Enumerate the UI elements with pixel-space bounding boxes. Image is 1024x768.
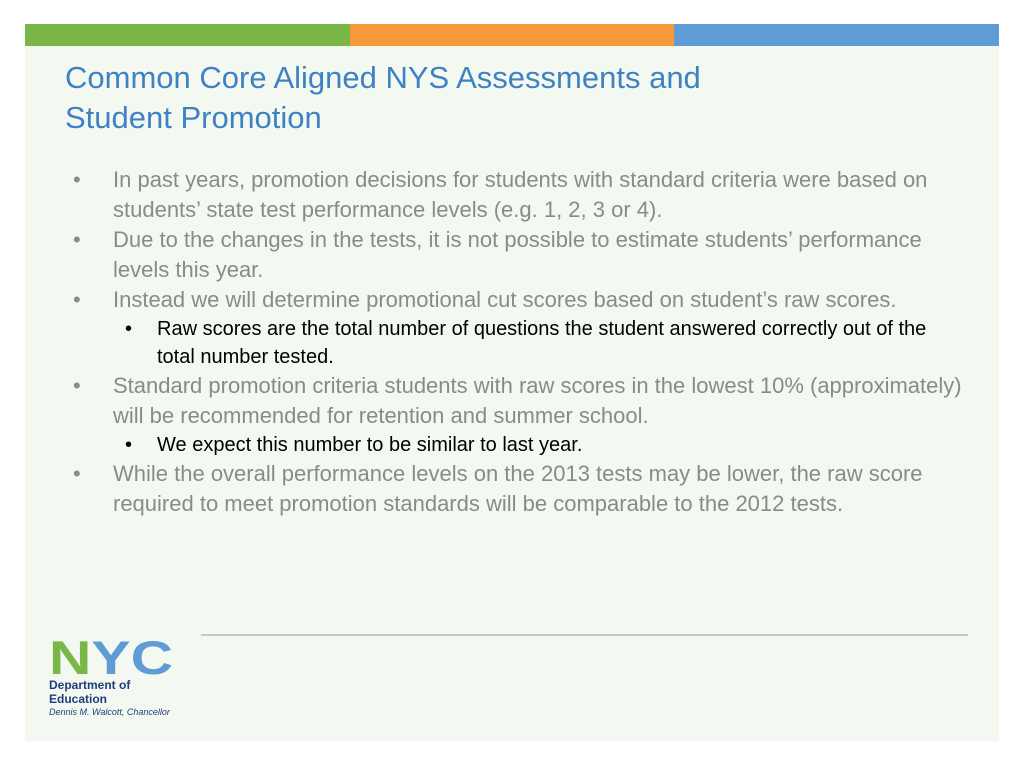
bullet-list bbox=[65, 165, 965, 519]
orange-bar bbox=[350, 24, 675, 46]
title-line-1: Common Core Aligned NYS Assessments and bbox=[65, 60, 701, 95]
logo-chancellor-text: Dennis M. Walcott, Chancellor bbox=[49, 707, 170, 717]
green-bar bbox=[25, 24, 350, 46]
nyc-doe-logo bbox=[49, 636, 189, 726]
logo-department-text: Department of bbox=[49, 678, 131, 692]
bullet-item bbox=[65, 371, 965, 431]
bullet-item bbox=[65, 225, 965, 285]
sub-bullet-marker: • bbox=[125, 434, 133, 456]
bullet-marker: • bbox=[73, 461, 81, 486]
top-color-bars bbox=[25, 24, 999, 46]
bullet-marker: • bbox=[73, 167, 81, 192]
bullet-item bbox=[65, 459, 965, 519]
sub-bullet-item bbox=[65, 431, 965, 459]
blue-bar bbox=[674, 24, 999, 46]
logo-education-text: Education bbox=[49, 692, 108, 706]
sub-bullet-marker: • bbox=[125, 318, 133, 340]
footer-divider bbox=[201, 634, 968, 636]
nyc-wordmark: N Y C bbox=[49, 636, 165, 678]
bullet-item bbox=[65, 285, 965, 315]
bullet-text: Due to the changes in the tests, it is not possible to estimate students’ performance levels this year. bbox=[113, 227, 922, 282]
sub-bullet-text: Raw scores are the total number of questions the student answered correctly out of the total number tested. bbox=[157, 318, 927, 368]
title-line-2: Student Promotion bbox=[65, 100, 322, 135]
bullet-item bbox=[65, 165, 965, 225]
bullet-marker: • bbox=[73, 227, 81, 252]
bullet-text: While the overall performance levels on the 2013 tests may be lower, the raw score required to meet promotion standards will be comparable to the 2012 tests. bbox=[113, 461, 923, 516]
sub-bullet-item bbox=[65, 315, 965, 371]
bullet-text: Standard promotion criteria students with raw scores in the lowest 10% (approximately) will be recommended for retention and summer school. bbox=[113, 373, 962, 428]
bullet-marker: • bbox=[73, 373, 81, 398]
bullet-marker: • bbox=[73, 287, 81, 312]
slide bbox=[25, 24, 999, 741]
sub-bullet-text: We expect this number to be similar to last year. bbox=[157, 434, 583, 456]
slide-title bbox=[65, 58, 945, 138]
bullet-text: Instead we will determine promotional cut scores based on student’s raw scores. bbox=[113, 287, 897, 312]
nyc-logo-mark bbox=[49, 636, 175, 678]
bullet-text: In past years, promotion decisions for students with standard criteria were based on students’ state test performance levels (e.g. 1, 2, 3 or 4). bbox=[113, 167, 928, 222]
